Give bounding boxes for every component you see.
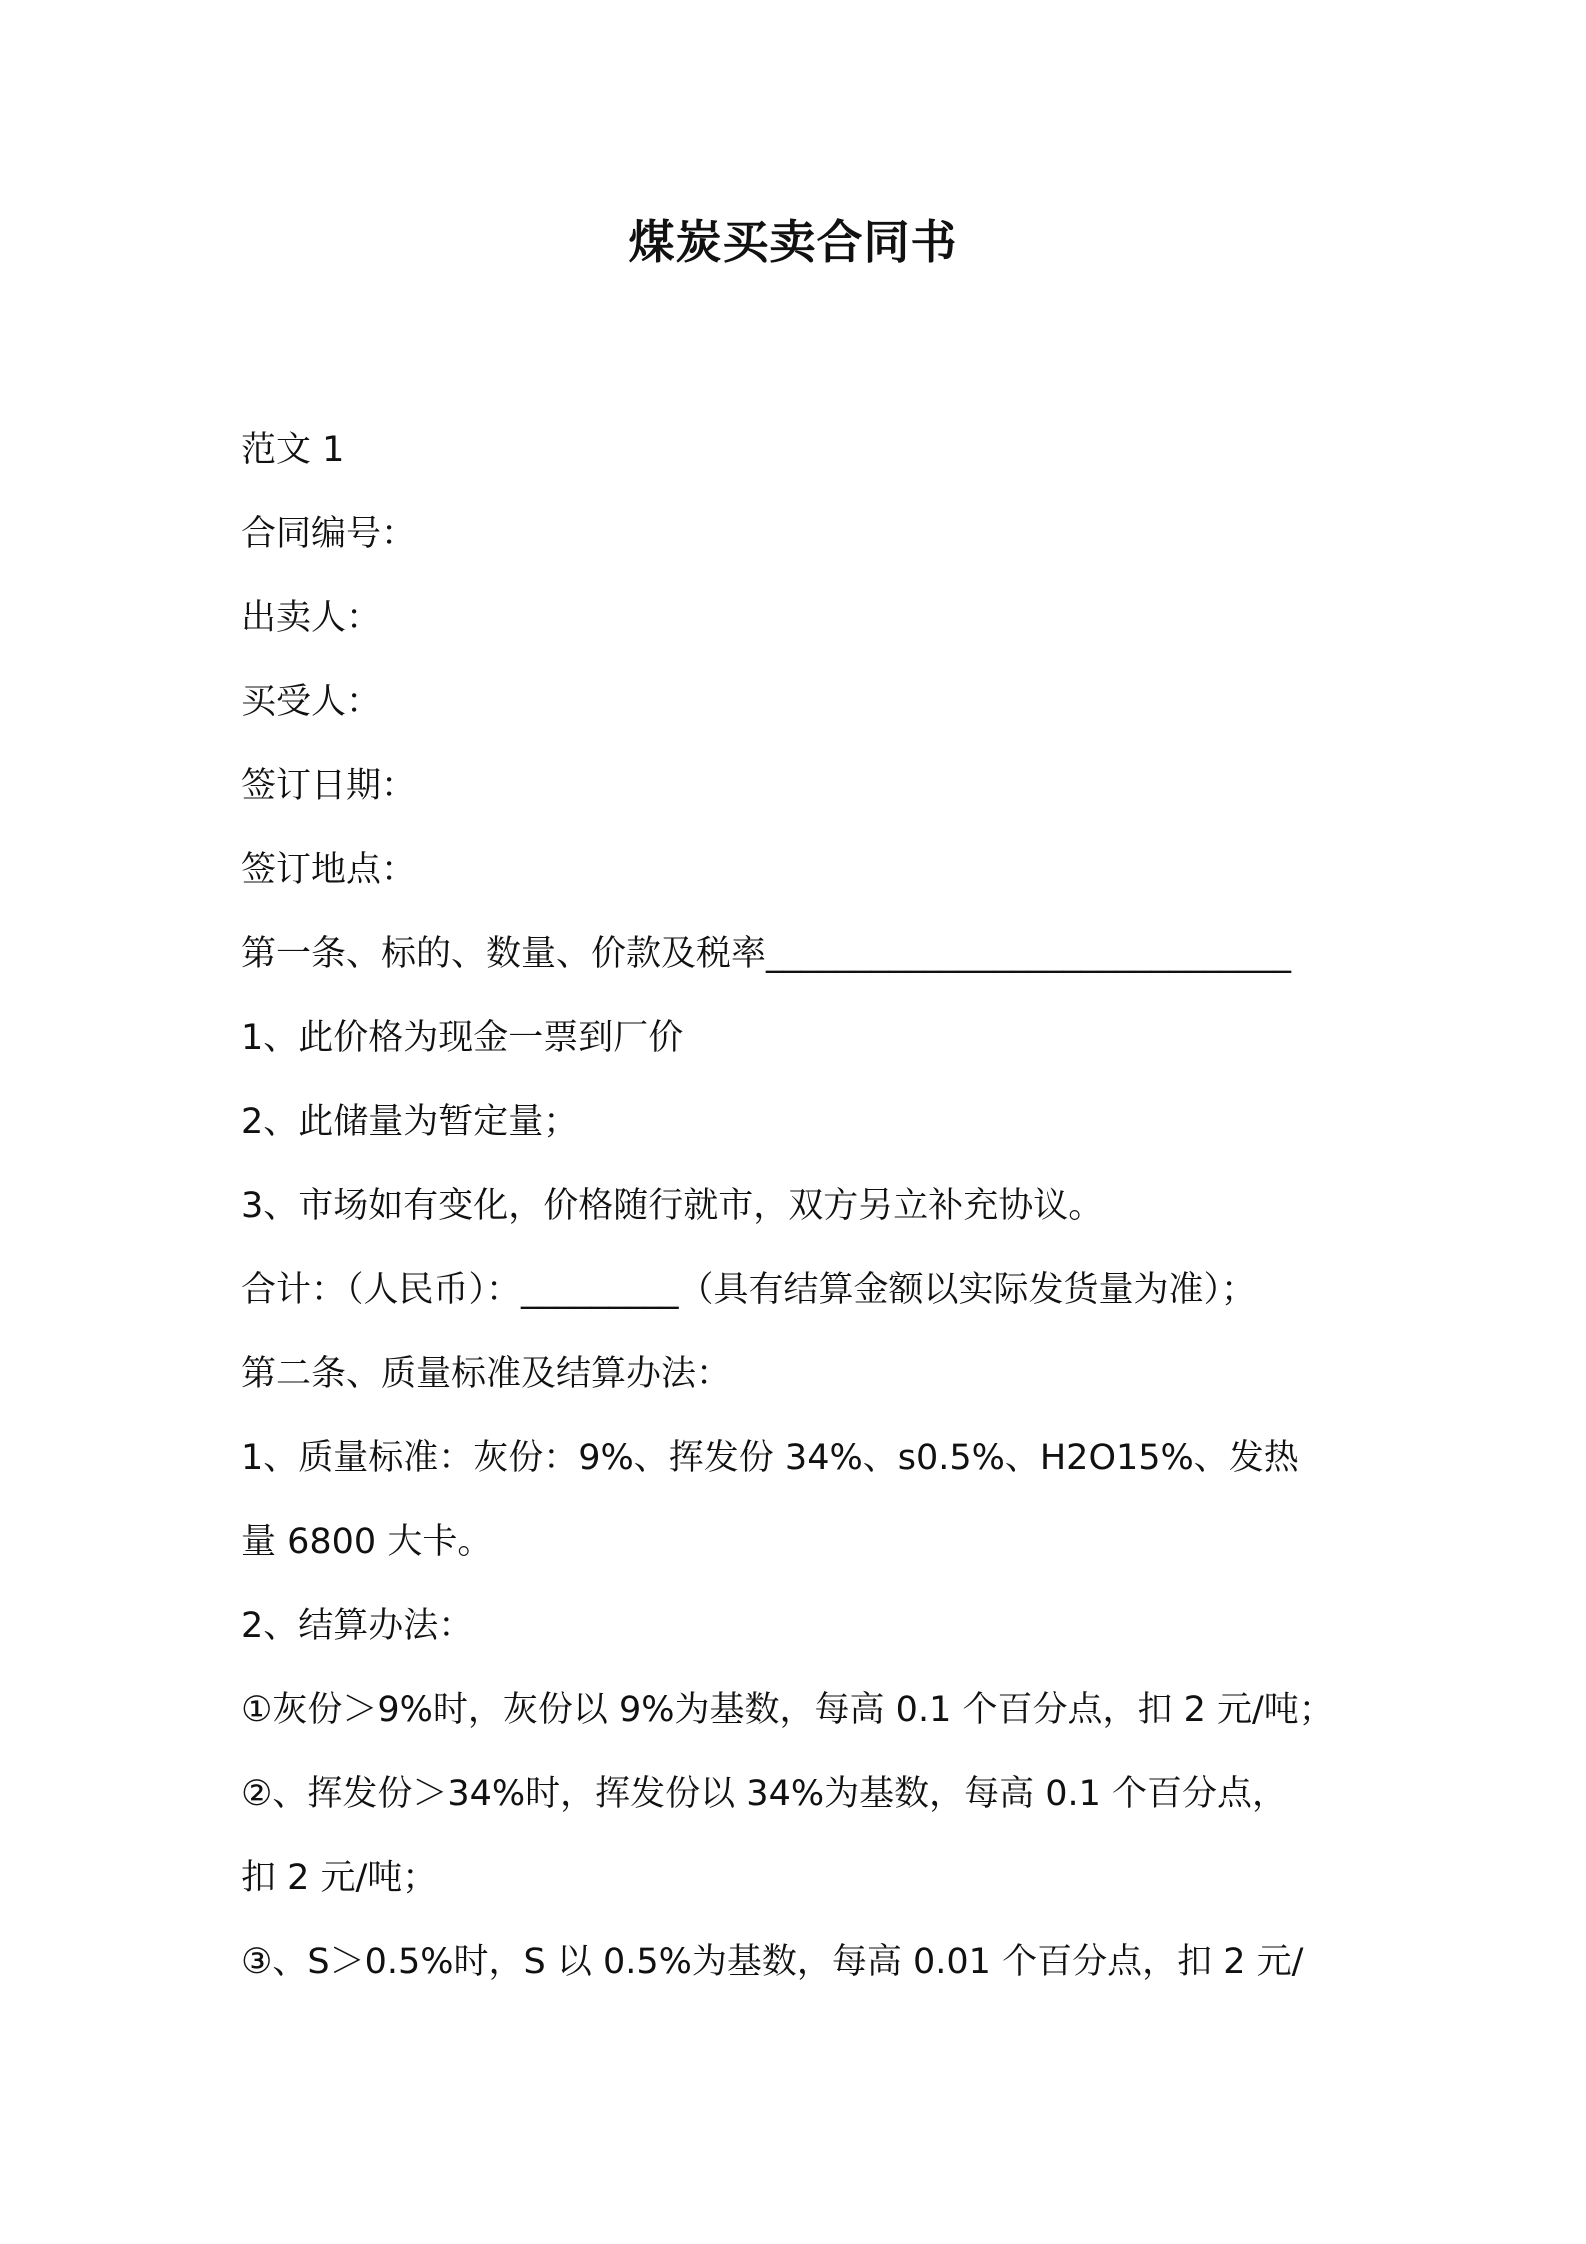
- article-one-item-2: 2、此储量为暂定量；: [241, 1102, 579, 1142]
- settlement-rule-ash: ①灰份＞9%时，灰份以 9%为基数，每高 0.1 个百分点，扣 2 元/吨；: [241, 1690, 1334, 1730]
- total-amount-line: 合计：（人民币）：_________（具有结算金额以实际发货量为准）；: [241, 1270, 1257, 1310]
- settlement-method-heading: 2、结算办法：: [241, 1606, 474, 1646]
- sample-label: 范文 1: [241, 430, 345, 470]
- signing-date-line: 签订日期：: [241, 766, 417, 806]
- contract-number-line: 合同编号：: [241, 514, 417, 554]
- settlement-rule-volatile-cont: 扣 2 元/吨；: [241, 1858, 438, 1898]
- document-title: 煤炭买卖合同书: [628, 215, 958, 269]
- settlement-rule-volatile: ②、挥发份＞34%时，挥发份以 34%为基数，每高 0.1 个百分点，: [241, 1774, 1288, 1814]
- settlement-rule-sulfur: ③、S＞0.5%时，S 以 0.5%为基数，每高 0.01 个百分点，扣 2 元/: [241, 1942, 1304, 1982]
- article-one-heading: 第一条、标的、数量、价款及税率______________________________: [241, 934, 1292, 974]
- document-body: [241, 408, 1361, 2004]
- signing-place-line: 签订地点：: [241, 850, 417, 890]
- article-one-item-3: 3、市场如有变化，价格随行就市，双方另立补充协议。: [241, 1186, 1104, 1226]
- article-one-item-1: 1、此价格为现金一票到厂价: [241, 1018, 684, 1058]
- quality-standard-line-cont: 量 6800 大卡。: [241, 1522, 493, 1562]
- article-two-heading: 第二条、质量标准及结算办法：: [241, 1354, 732, 1394]
- buyer-line: 买受人：: [241, 682, 382, 722]
- quality-standard-line: 1、质量标准：灰份：9%、挥发份 34%、s0.5%、H2O15%、发热: [241, 1438, 1299, 1478]
- seller-line: 出卖人：: [241, 598, 382, 638]
